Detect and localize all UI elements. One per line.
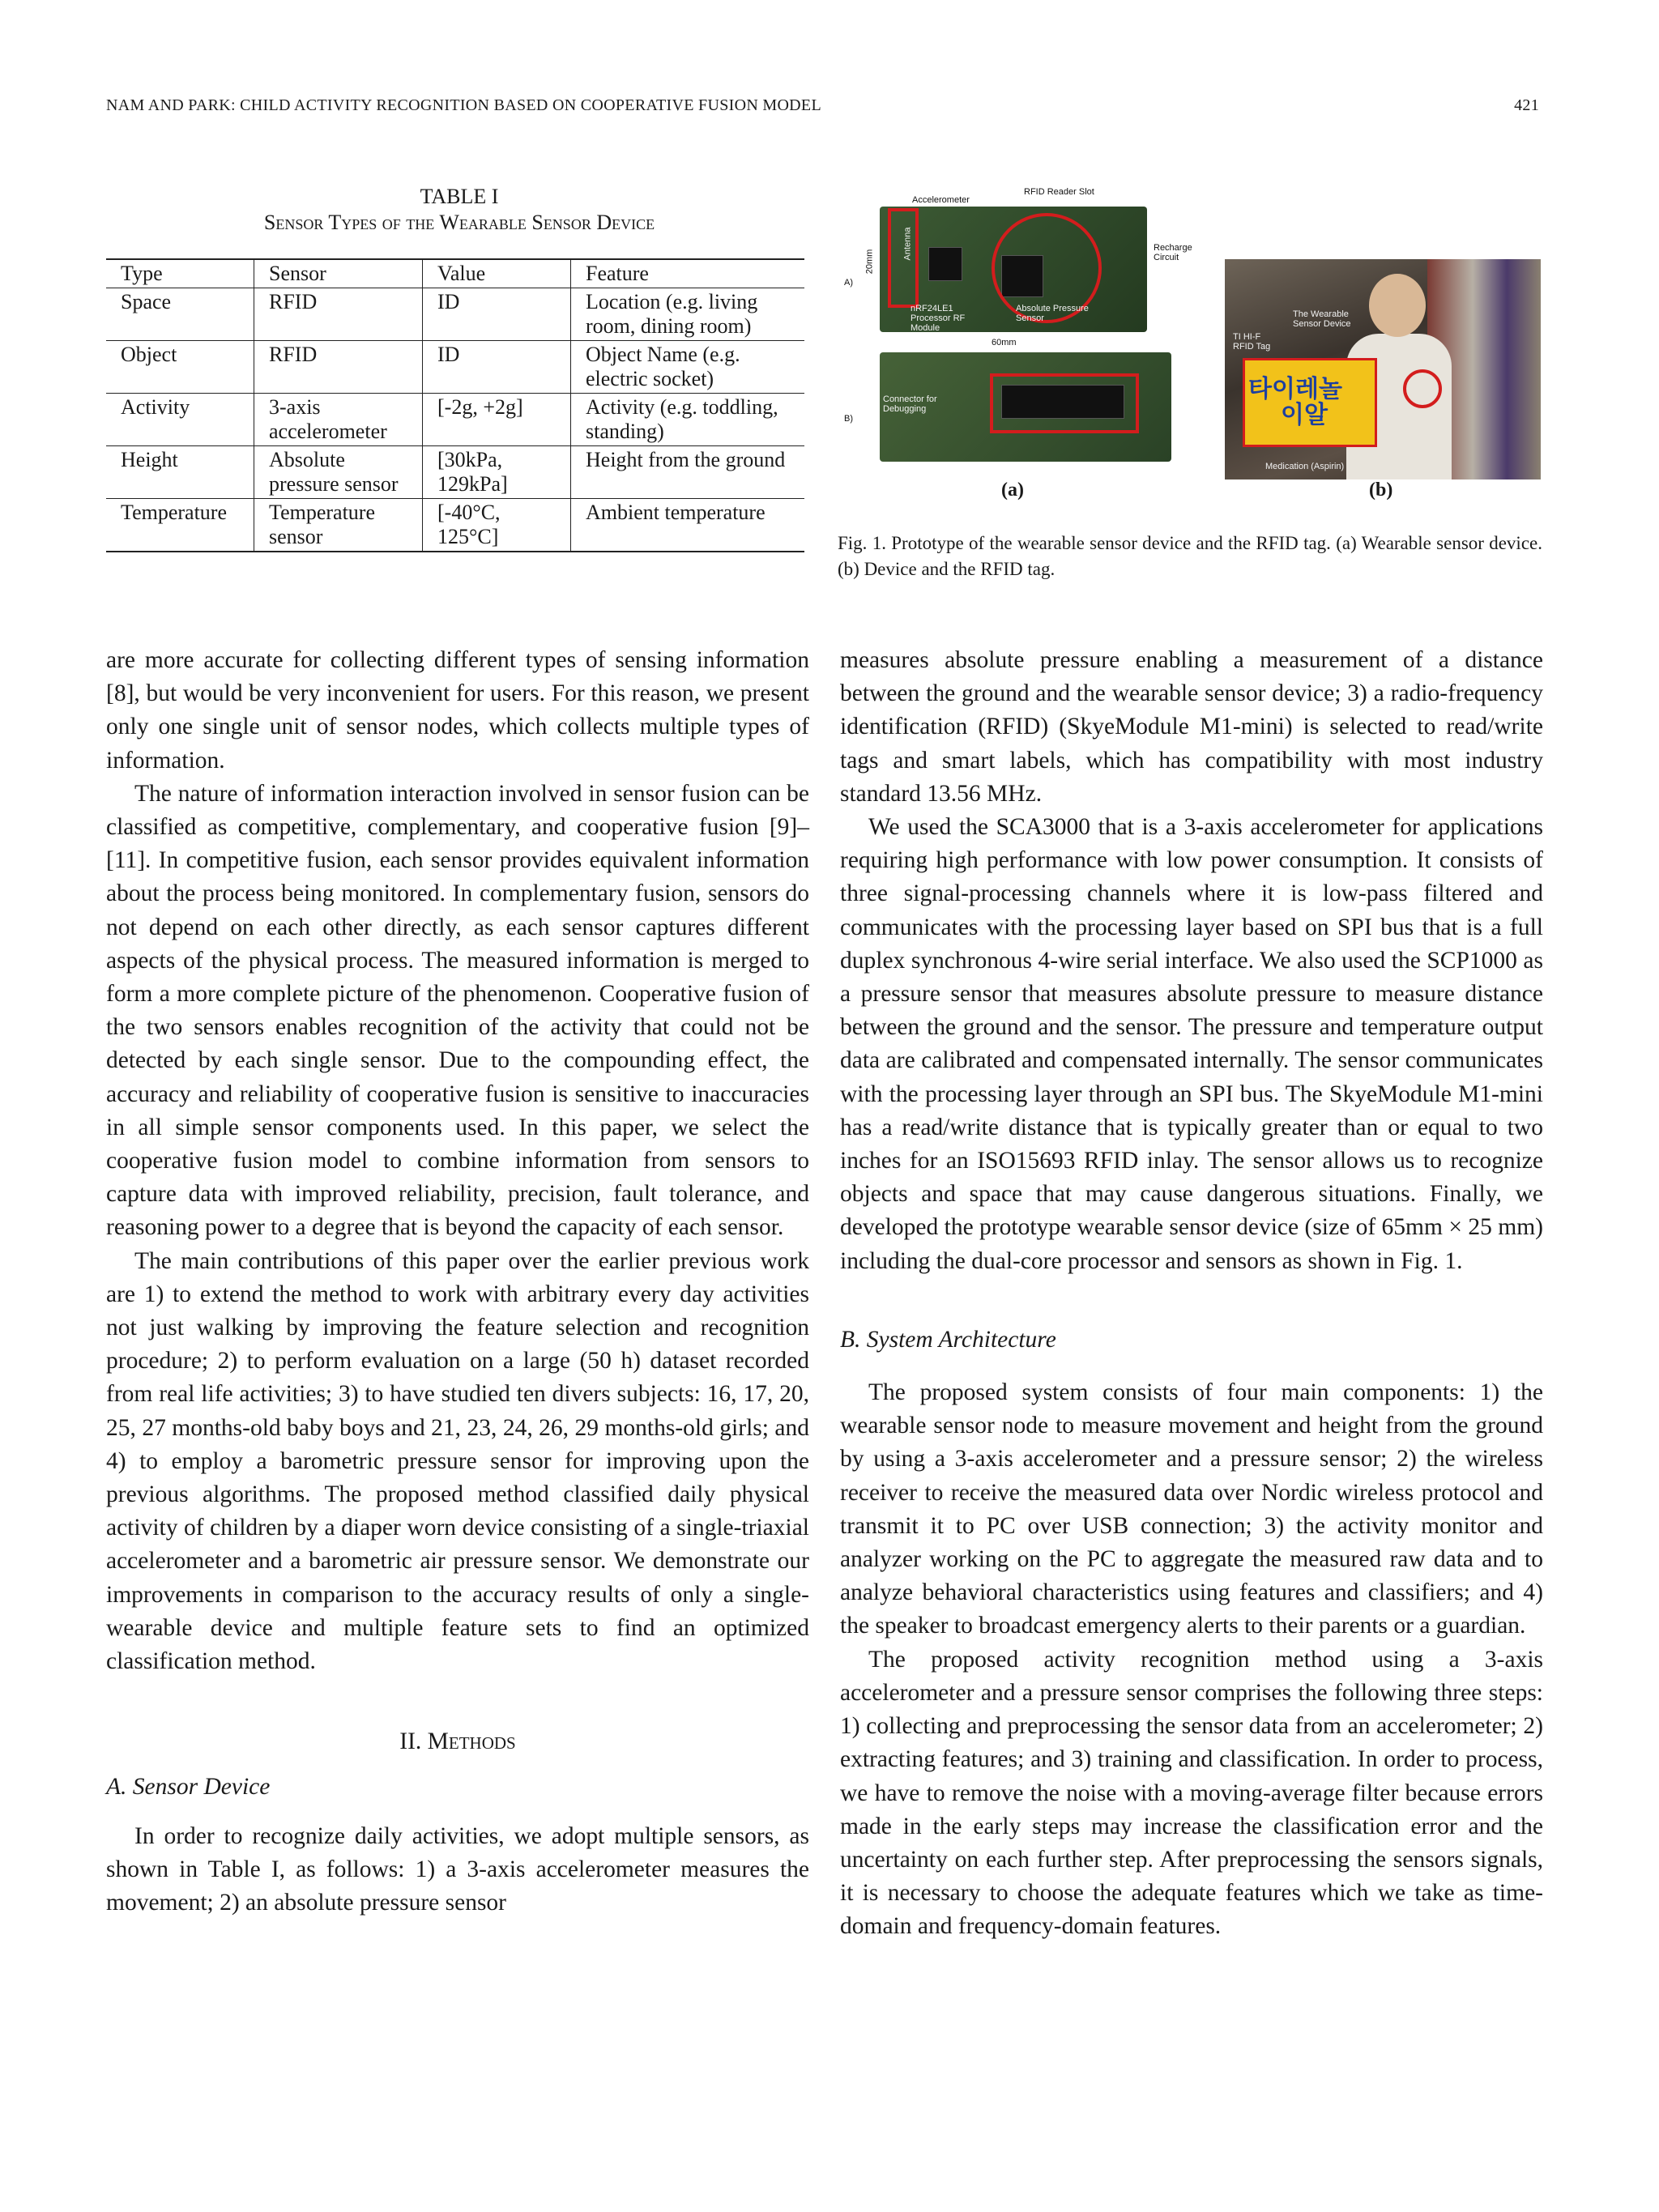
table-row [106, 288, 804, 341]
paragraph: are more accurate for collecting different types of sensing information [8], but would be very inconvenient for users. For this reason, we present only one single unit of sensor nodes, which collects multiple types of information. [106, 647, 809, 774]
subfigure-label-a: (a) [1001, 479, 1024, 501]
table-cell: Activity [106, 394, 254, 446]
label-row-b: B) [844, 414, 853, 424]
table-cell: Activity (e.g. toddling, standing) [571, 394, 805, 446]
label-rfid-slot: RFID Reader Slot [1024, 187, 1094, 197]
medication-box-photo [1243, 358, 1377, 447]
table-label: TABLE I [420, 185, 499, 208]
chip [928, 247, 962, 281]
table-cell: Location (e.g. living room, dining room) [571, 288, 805, 341]
table-cell: Temperature sensor [254, 499, 423, 552]
table-cell: Height [106, 446, 254, 499]
medication-box-text [1248, 377, 1342, 428]
table-row [106, 446, 804, 499]
label-processor: nRF24LE1 Processor RF Module [911, 304, 966, 333]
figure-panel-b [1225, 259, 1541, 479]
medication-box-text-line-1: 타이레놀 [1248, 375, 1342, 403]
table-cell: Absolute pressure sensor [254, 446, 423, 499]
table-row [106, 341, 804, 394]
paragraph: In order to recognize daily activities, we adopt multiple sensors, as shown in Table I, as follows: 1) a 3-axis accelerometer measures the movement; 2) an absolute pressure sensor [106, 1822, 809, 1916]
table-caption [106, 184, 812, 236]
table-cell: [-2g, +2g] [423, 394, 571, 446]
paragraph: The proposed activity recognition method using a 3-axis accelerometer and a pressure sensor comprises the following three steps: 1) collecting and preprocessing the sensor data from an accelerometer; 2) extracting features; and 3) training and classification. In order to process, we have to remove the noise with a moving-average filter because errors made in the early steps may increase the classification error and the uncertainty on each further step. After preprocessing the sensors signals, it is necessary to choose the adequate features which we take as time-domain and frequency-domain features. [840, 1646, 1543, 1940]
paragraph: The proposed system consists of four main components: 1) the wearable sensor node to measure movement and height from the ground by using a 3-axis accelerometer and a pressure sensor; 2) the wireless receiver to receive the measured data over Nordic wireless protocol and transmit it to PC over USB connection; 3) the activity monitor and analyzer working on the PC to aggregate the measured raw data and to analyze behavioral characteristics using features and classifiers; and 4) the speaker to broadcast emergency alerts to their parents or a guardian. [840, 1379, 1543, 1639]
subsection-heading: A. Sensor Device [106, 1773, 271, 1800]
left-column [106, 644, 809, 1920]
subsection-heading: B. System Architecture [840, 1326, 1056, 1353]
table-title: Sensor Types of the Wearable Sensor Device [263, 211, 655, 234]
table-header-cell: Sensor [254, 259, 423, 288]
table-header-cell: Feature [571, 259, 805, 288]
device-highlight [1403, 369, 1442, 408]
table-cell: [-40°C, 125°C] [423, 499, 571, 552]
paragraph: The nature of information interaction involved in sensor fusion can be classified as competitive, complementary, and cooperative fusion [9]–[11]. In competitive fusion, each sensor provides equivalent information about the process being monitored. In complementary fusion, sensors do not depend on each other directly, as each sensor captures different aspects of the physical process. The measured information is merged to form a more complete picture of the phenomenon. Cooperative fusion of the two sensors enables recognition of the activity that could not be detected by each single sensor. Due to the compounding effect, the accuracy and reliability of cooperative fusion is sensitive to inaccuracies in all simple sensor components used. In this paper, we select the cooperative fusion model to combine information from sensors to capture data with improved reliability, precision, fault tolerance, and reasoning power to a degree that is beyond the capacity of each sensor. [106, 780, 809, 1241]
paragraph: The main contributions of this paper over the earlier previous work are 1) to extend the method to work with arbitrary every day activities not just walking by improving the feature selection and recognition procedure; 2) to perform evaluation on a large (50 h) dataset recorded from real life activities; 3) to have studied ten divers subjects: 16, 17, 20, 25, 27 months-old baby boys and 21, 23, 24, 26, 29 months-old girls; and 4) to employ a barometric pressure sensor for improving upon the previous algorithms. The proposed method classified daily physical activity of children by a diaper worn device consisting of a single-triaxial accelerometer and a barometric air pressure sensor. We demonstrate our improvements in comparison to the accuracy results of only a single-wearable device and multiple feature sets to find an optimized classification method. [106, 1247, 809, 1675]
table-header-cell: Value [423, 259, 571, 288]
table-cell: RFID [254, 341, 423, 394]
section-title: Methods [427, 1728, 516, 1755]
table-cell: ID [423, 288, 571, 341]
subfigure-label-b: (b) [1369, 479, 1393, 501]
page-number: 421 [1514, 96, 1539, 114]
label-wearable-device: The Wearable Sensor Device [1293, 309, 1351, 329]
connector-highlight [990, 373, 1139, 433]
table-cell: Space [106, 288, 254, 341]
table-cell: [30kPa, 129kPa] [423, 446, 571, 499]
table-cell: Ambient temperature [571, 499, 805, 552]
medication-box-text-line-2: 이알 [1281, 401, 1328, 429]
child-head-photo [1369, 274, 1426, 337]
label-row-a: A) [844, 278, 853, 288]
table-row [106, 499, 804, 552]
paragraph: We used the SCA3000 that is a 3-axis accelerometer for applications requiring high performance with low power consumption. It consists of three signal-processing channels where it is low-pass filtered and communicates with the processing layer based on SPI bus that is a full duplex synchronous 4-wire serial interface. We also used the SCP1000 as a pressure sensor that measures absolute pressure to measure distance between the ground and the sensor. The pressure and temperature output data are calibrated and compensated internally. The sensor communicates with the processing layer through an SPI bus. The SkyeModule M1-mini has a read/write distance that is typically greater than or equal to two inches for an ISO15693 RFID inlay. The sensor allows us to recognize objects and space that may cause dangerous situations. Finally, we developed the prototype wearable sensor device (size of 65mm × 25 mm) including the dual-core processor and sensors as shown in Fig. 1. [840, 814, 1543, 1274]
table-cell: Height from the ground [571, 446, 805, 499]
running-header [106, 96, 1539, 115]
table-cell: RFID [254, 288, 423, 341]
table-header-cell: Type [106, 259, 254, 288]
table-header-row [106, 259, 804, 288]
table-cell: Object [106, 341, 254, 394]
label-dim-width: 60mm [992, 338, 1017, 347]
table-cell: Object Name (e.g. electric socket) [571, 341, 805, 394]
label-pressure-sensor: Absolute Pressure Sensor [1016, 304, 1089, 323]
section-heading [106, 1725, 809, 1758]
paragraph: measures absolute pressure enabling a measurement of a distance between the ground and the wearable sensor device; 3) a radio-frequency identification (RFID) (SkyeModule M1-mini) is selected to read/write tags and smart labels, which has compatibility with most industry standard 13.56 MHz. [840, 647, 1543, 807]
label-medication: Medication (Aspirin) [1265, 462, 1345, 471]
section-number: II. [399, 1728, 428, 1755]
label-accelerometer: Accelerometer [912, 195, 970, 205]
figure-panel-a [838, 182, 1192, 482]
label-recharge: Recharge Circuit [1154, 243, 1192, 262]
label-debug-connector: Connector for Debugging [883, 394, 937, 414]
sensor-types-table [106, 258, 804, 552]
table-cell: Temperature [106, 499, 254, 552]
table-1 [106, 184, 812, 552]
figure-caption: Fig. 1. Prototype of the wearable sensor device and the RFID tag. (a) Wearable sensor device. (b) Device and the RFID tag. [838, 533, 1542, 579]
right-column [840, 644, 1543, 1944]
figure-1 [838, 182, 1542, 582]
table-cell: ID [423, 341, 571, 394]
label-antenna: Antenna [902, 227, 913, 261]
running-title: NAM AND PARK: CHILD ACTIVITY RECOGNITION BASED ON COOPERATIVE FUSION MODEL [106, 96, 821, 114]
table-row [106, 394, 804, 446]
table-cell: 3-axis accelerometer [254, 394, 423, 446]
label-rfid-tag: TI HI-F RFID Tag [1233, 332, 1271, 352]
figure-panels [838, 182, 1542, 501]
label-dim-height: 20mm [864, 249, 875, 275]
